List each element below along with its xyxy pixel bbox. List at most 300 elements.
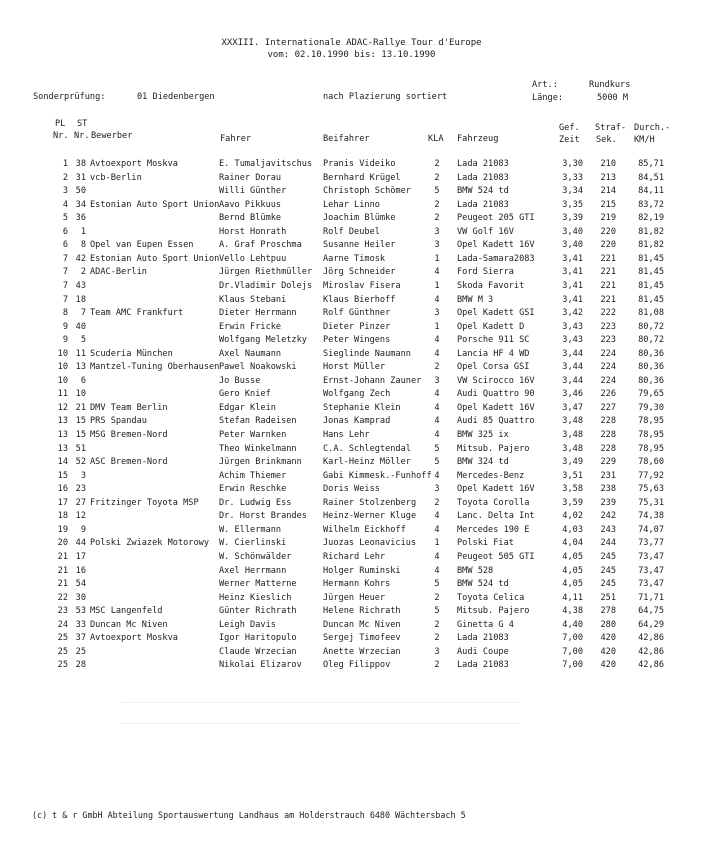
cell-pl: 21 <box>57 565 68 576</box>
cell-zeit: 3,49 <box>562 457 583 468</box>
cell-kla: 5 <box>434 186 440 197</box>
cell-fahrzeug: Lada 21083 <box>457 633 509 644</box>
cell-beifahrer: Christoph Schömer <box>323 186 411 197</box>
cell-fahrzeug: Opel Kadett 16V <box>457 240 535 251</box>
cell-fahrer: W. Schönwälder <box>219 551 292 562</box>
cell-fahrzeug: Toyota Corolla <box>457 497 530 508</box>
cell-kmh: 78,95 <box>638 416 664 427</box>
table-row <box>0 212 703 225</box>
cell-st: 25 <box>75 646 86 657</box>
cell-fahrzeug: VW Golf 16V <box>457 226 514 237</box>
cell-fahrer: Gero Knief <box>219 389 271 400</box>
cell-straf: 229 <box>600 457 616 468</box>
cell-st: 34 <box>75 199 86 210</box>
laenge-label: Länge: <box>532 93 564 103</box>
cell-st: 15 <box>75 430 86 440</box>
cell-straf: 221 <box>600 294 616 305</box>
cell-bewerber: Fritzinger Toyota MSP <box>90 497 199 508</box>
cell-fahrzeug: Peugeot 205 GTI <box>457 213 535 224</box>
cell-zeit: 3,44 <box>562 362 583 373</box>
cell-pl: 15 <box>57 470 68 481</box>
cell-st: 28 <box>75 660 86 671</box>
cell-kmh: 80,36 <box>638 362 664 373</box>
cell-pl: 12 <box>57 402 68 413</box>
cell-beifahrer: Horst Müller <box>323 362 386 373</box>
cell-fahrer: Achim Thiemer <box>219 470 287 481</box>
cell-straf: 219 <box>600 213 616 224</box>
table-row <box>0 375 703 388</box>
cell-zeit: 4,05 <box>562 565 583 576</box>
cell-straf: 243 <box>600 524 616 535</box>
cell-pl: 14 <box>57 457 68 468</box>
cell-kla: 5 <box>434 457 440 468</box>
cell-kmh: 74,07 <box>638 524 664 535</box>
table-row <box>0 497 703 510</box>
cell-straf: 214 <box>600 186 616 197</box>
cell-straf: 238 <box>600 484 616 495</box>
cell-st: 50 <box>75 186 86 197</box>
cell-beifahrer: Aarne Timosk <box>323 253 386 264</box>
cell-kmh: 77,92 <box>638 470 664 481</box>
table-row <box>0 592 703 605</box>
cell-fahrzeug: Peugeot 505 GTI <box>457 551 535 562</box>
cell-beifahrer: Sergej Timofeev <box>323 633 401 644</box>
cell-kla: 4 <box>434 416 440 427</box>
table-row <box>0 415 703 428</box>
cell-zeit: 7,00 <box>562 633 583 644</box>
cell-kla: 4 <box>434 402 440 413</box>
cell-pl: 25 <box>57 646 68 657</box>
cell-pl: 7 <box>62 253 68 264</box>
cell-fahrzeug: Mercedes-Benz <box>457 470 525 481</box>
table-row <box>0 565 703 578</box>
col-st-top: ST <box>77 119 88 129</box>
cell-straf: 251 <box>600 592 616 603</box>
table-row <box>0 239 703 252</box>
cell-zeit: 3,41 <box>562 294 583 305</box>
cell-st: 17 <box>75 551 86 562</box>
cell-kmh: 80,36 <box>638 375 664 386</box>
table-row <box>0 253 703 266</box>
cell-kmh: 81,82 <box>638 226 664 237</box>
cell-kmh: 42,86 <box>638 646 664 657</box>
cell-pl: 25 <box>57 660 68 671</box>
cell-kmh: 81,08 <box>638 308 664 319</box>
cell-zeit: 4,40 <box>562 619 583 630</box>
cell-fahrzeug: Opel Kadett 16V <box>457 402 535 413</box>
cell-kmh: 78,95 <box>638 443 664 454</box>
cell-kmh: 81,82 <box>638 240 664 251</box>
cell-zeit: 3,48 <box>562 416 583 427</box>
cell-kla: 4 <box>434 511 440 522</box>
cell-fahrer: Axel Herrmann <box>219 565 287 576</box>
col-straf-top: Straf- <box>595 123 627 133</box>
cell-pl: 23 <box>57 606 68 617</box>
cell-straf: 242 <box>600 511 616 522</box>
cell-fahrer: Igor Haritopulo <box>219 633 297 644</box>
cell-st: 8 <box>80 240 86 251</box>
cell-st: 31 <box>75 172 86 183</box>
cell-pl: 13 <box>57 430 68 440</box>
table-row <box>0 294 703 307</box>
cell-st: 42 <box>75 253 86 264</box>
col-zeit-bottom: Zeit <box>559 135 580 145</box>
cell-beifahrer: Dieter Pinzer <box>323 321 391 332</box>
cell-fahrer: Leigh Davis <box>219 619 276 630</box>
cell-straf: 226 <box>600 389 616 400</box>
cell-kla: 4 <box>434 267 440 278</box>
cell-beifahrer: Hans Lehr <box>323 430 370 440</box>
cell-straf: 245 <box>600 565 616 576</box>
bleed-through-mark <box>120 702 520 724</box>
cell-st: 15 <box>75 416 86 427</box>
cell-straf: 213 <box>600 172 616 183</box>
cell-fahrzeug: Mitsub. Pajero <box>457 606 530 617</box>
cell-fahrer: Erwin Fricke <box>219 321 282 332</box>
cell-zeit: 3,41 <box>562 253 583 264</box>
cell-beifahrer: Peter Wingens <box>323 335 391 346</box>
table-row <box>0 348 703 361</box>
cell-fahrzeug: Lada 21083 <box>457 172 509 183</box>
cell-st: 37 <box>75 633 86 644</box>
cell-fahrer: Jo Busse <box>219 375 261 386</box>
cell-pl: 7 <box>62 280 68 291</box>
cell-straf: 210 <box>600 159 616 169</box>
cell-beifahrer: Richard Lehr <box>323 551 386 562</box>
cell-pl: 10 <box>57 362 68 373</box>
cell-kla: 2 <box>434 497 440 508</box>
cell-st: 13 <box>75 362 86 373</box>
cell-kla: 2 <box>434 592 440 603</box>
cell-st: 12 <box>75 511 86 522</box>
cell-straf: 280 <box>600 619 616 630</box>
cell-pl: 7 <box>62 294 68 305</box>
table-row <box>0 470 703 483</box>
cell-kla: 3 <box>434 226 440 237</box>
cell-st: 10 <box>75 389 86 400</box>
col-pl-top: PL <box>55 119 66 129</box>
cell-bewerber: Avtoexport Moskva <box>90 633 178 644</box>
cell-fahrer: Willi Günther <box>219 186 287 197</box>
laenge-value: 5000 M <box>597 93 629 103</box>
cell-beifahrer: Rainer Stolzenberg <box>323 497 417 508</box>
cell-zeit: 3,42 <box>562 308 583 319</box>
cell-kla: 2 <box>434 213 440 224</box>
cell-st: 51 <box>75 443 86 454</box>
col-beifahrer: Beifahrer <box>323 134 370 144</box>
cell-fahrzeug: BMW 524 td <box>457 186 509 197</box>
cell-fahrer: Jürgen Riethmüller <box>219 267 313 278</box>
table-row <box>0 483 703 496</box>
cell-kmh: 78,60 <box>638 457 664 468</box>
cell-st: 21 <box>75 402 86 413</box>
cell-beifahrer: Pranis Videiko <box>323 159 396 169</box>
cell-beifahrer: Rolf Deubel <box>323 226 380 237</box>
cell-straf: 245 <box>600 551 616 562</box>
cell-st: 1 <box>80 226 86 237</box>
cell-st: 54 <box>75 579 86 590</box>
cell-fahrer: Vello Lehtpuu <box>219 253 287 264</box>
table-row <box>0 199 703 212</box>
cell-kla: 4 <box>434 335 440 346</box>
cell-fahrzeug: Lada 21083 <box>457 660 509 671</box>
cell-beifahrer: Sieglinde Naumann <box>323 348 411 359</box>
cell-kmh: 83,72 <box>638 199 664 210</box>
cell-zeit: 3,46 <box>562 389 583 400</box>
sonderpruefung-label: Sonderprüfung: <box>33 92 106 102</box>
table-row <box>0 524 703 537</box>
cell-st: 36 <box>75 213 86 224</box>
cell-straf: 222 <box>600 308 616 319</box>
col-straf-bottom: Sek. <box>596 135 617 145</box>
cell-straf: 215 <box>600 199 616 210</box>
cell-fahrer: Dr.Vladimir Dolejs <box>219 280 313 291</box>
cell-fahrer: W. Ellermann <box>219 524 282 535</box>
cell-zeit: 3,34 <box>562 186 583 197</box>
cell-st: 6 <box>80 375 86 386</box>
cell-straf: 220 <box>600 240 616 251</box>
cell-kla: 3 <box>434 375 440 386</box>
cell-kmh: 75,63 <box>638 484 664 495</box>
date-range: vom: 02.10.1990 bis: 13.10.1990 <box>267 50 436 60</box>
cell-bewerber: MSG Bremen-Nord <box>90 430 168 440</box>
cell-kmh: 42,86 <box>638 633 664 644</box>
cell-beifahrer: Miroslav Fisera <box>323 280 401 291</box>
cell-kmh: 81,45 <box>638 267 664 278</box>
cell-kmh: 71,71 <box>638 592 664 603</box>
cell-pl: 10 <box>57 375 68 386</box>
cell-kla: 2 <box>434 633 440 644</box>
cell-st: 30 <box>75 592 86 603</box>
cell-kla: 1 <box>434 538 440 549</box>
cell-fahrzeug: Toyota Celica <box>457 592 525 603</box>
cell-fahrzeug: BMW 325 ix <box>457 430 509 440</box>
cell-st: 7 <box>80 308 86 319</box>
cell-kla: 1 <box>434 253 440 264</box>
cell-fahrzeug: BMW 528 <box>457 565 494 576</box>
cell-kmh: 73,47 <box>638 551 664 562</box>
table-row <box>0 334 703 347</box>
cell-beifahrer: Klaus Bierhoff <box>323 294 396 305</box>
table-row <box>0 429 703 442</box>
cell-st: 16 <box>75 565 86 576</box>
col-durch-bottom: KM/H <box>634 135 655 145</box>
table-row <box>0 605 703 618</box>
table-row <box>0 619 703 632</box>
table-row <box>0 361 703 374</box>
cell-pl: 11 <box>57 389 68 400</box>
cell-kla: 2 <box>434 362 440 373</box>
cell-st: 11 <box>75 348 86 359</box>
cell-beifahrer: Doris Weiss <box>323 484 380 495</box>
cell-kla: 2 <box>434 619 440 630</box>
cell-kla: 2 <box>434 660 440 671</box>
cell-fahrer: Nikolai Elizarov <box>219 660 302 671</box>
cell-kla: 4 <box>434 470 440 481</box>
cell-kmh: 75,31 <box>638 497 664 508</box>
table-row <box>0 578 703 591</box>
cell-fahrer: Stefan Radeisen <box>219 416 297 427</box>
table-row <box>0 172 703 185</box>
cell-zeit: 7,00 <box>562 660 583 671</box>
cell-st: 53 <box>75 606 86 617</box>
cell-pl: 1 <box>62 159 68 169</box>
cell-fahrer: Pawel Noakowski <box>219 362 297 373</box>
cell-straf: 228 <box>600 443 616 454</box>
col-bewerber: Bewerber <box>91 131 133 141</box>
cell-bewerber: Opel van Eupen Essen <box>90 240 194 251</box>
cell-kla: 4 <box>434 524 440 535</box>
cell-fahrer: Theo Winkelmann <box>219 443 297 454</box>
cell-st: 2 <box>80 267 86 278</box>
cell-fahrer: Horst Honrath <box>219 226 287 237</box>
cell-fahrzeug: Opel Kadett 16V <box>457 484 535 495</box>
cell-fahrer: Edgar Klein <box>219 402 276 413</box>
cell-st: 52 <box>75 457 86 468</box>
table-row <box>0 659 703 672</box>
cell-st: 3 <box>80 470 86 481</box>
cell-pl: 3 <box>62 186 68 197</box>
cell-kla: 4 <box>434 430 440 440</box>
cell-pl: 25 <box>57 633 68 644</box>
cell-straf: 420 <box>600 660 616 671</box>
table-row <box>0 510 703 523</box>
cell-bewerber: Avtoexport Moskva <box>90 159 178 169</box>
cell-st: 27 <box>75 497 86 508</box>
cell-beifahrer: Anette Wrzecian <box>323 646 401 657</box>
cell-fahrzeug: Ginetta G 4 <box>457 619 514 630</box>
cell-pl: 9 <box>62 321 68 332</box>
cell-kla: 4 <box>434 551 440 562</box>
cell-beifahrer: Karl-Heinz Möller <box>323 457 411 468</box>
cell-st: 38 <box>75 159 86 169</box>
cell-st: 44 <box>75 538 86 549</box>
cell-beifahrer: Jonas Kamprad <box>323 416 391 427</box>
cell-zeit: 3,35 <box>562 199 583 210</box>
cell-zeit: 3,58 <box>562 484 583 495</box>
cell-bewerber: Polski Zwiazek Motorowy <box>90 538 209 549</box>
table-row <box>0 443 703 456</box>
col-durch-top: Durch.- <box>634 123 671 133</box>
cell-straf: 224 <box>600 362 616 373</box>
cell-kla: 4 <box>434 348 440 359</box>
table-row <box>0 280 703 293</box>
cell-straf: 420 <box>600 633 616 644</box>
cell-kmh: 81,45 <box>638 253 664 264</box>
cell-kmh: 84,51 <box>638 172 664 183</box>
cell-kmh: 73,47 <box>638 579 664 590</box>
cell-kmh: 80,36 <box>638 348 664 359</box>
cell-pl: 13 <box>57 443 68 454</box>
cell-fahrzeug: Skoda Favorit <box>457 280 525 291</box>
cell-beifahrer: Hermann Kohrs <box>323 579 391 590</box>
cell-straf: 239 <box>600 497 616 508</box>
cell-kla: 5 <box>434 606 440 617</box>
cell-bewerber: Scuderia München <box>90 348 173 359</box>
cell-bewerber: ASC Bremen-Nord <box>90 457 168 468</box>
cell-st: 5 <box>80 335 86 346</box>
cell-fahrer: Günter Richrath <box>219 606 297 617</box>
cell-fahrzeug: Audi 85 Quattro <box>457 416 535 427</box>
cell-fahrzeug: Lada 21083 <box>457 199 509 210</box>
cell-zeit: 3,39 <box>562 213 583 224</box>
cell-fahrzeug: Porsche 911 SC <box>457 335 530 346</box>
cell-bewerber: PRS Spandau <box>90 416 147 427</box>
cell-kmh: 73,77 <box>638 538 664 549</box>
cell-fahrzeug: VW Scirocco 16V <box>457 375 535 386</box>
cell-zeit: 3,40 <box>562 226 583 237</box>
cell-fahrzeug: Lanc. Delta Int <box>457 511 535 522</box>
cell-fahrzeug: Mercedes 190 E <box>457 524 530 535</box>
cell-zeit: 7,00 <box>562 646 583 657</box>
cell-bewerber: Estonian Auto Sport Union <box>90 199 220 210</box>
cell-fahrer: Dieter Herrmann <box>219 308 297 319</box>
table-row <box>0 646 703 659</box>
cell-beifahrer: Duncan Mc Niven <box>323 619 401 630</box>
cell-straf: 224 <box>600 375 616 386</box>
cell-fahrzeug: Audi Coupe <box>457 646 509 657</box>
cell-beifahrer: Heinz-Werner Kluge <box>323 511 417 522</box>
cell-zeit: 3,47 <box>562 402 583 413</box>
cell-zeit: 3,40 <box>562 240 583 251</box>
cell-straf: 278 <box>600 606 616 617</box>
cell-zeit: 3,41 <box>562 267 583 278</box>
cell-straf: 228 <box>600 430 616 440</box>
cell-fahrer: Bernd Blümke <box>219 213 282 224</box>
cell-kmh: 81,45 <box>638 280 664 291</box>
cell-kla: 1 <box>434 321 440 332</box>
cell-pl: 21 <box>57 579 68 590</box>
cell-kmh: 64,75 <box>638 606 664 617</box>
cell-fahrzeug: Polski Fiat <box>457 538 514 549</box>
cell-beifahrer: Joachim Blümke <box>323 213 396 224</box>
cell-fahrer: Axel Naumann <box>219 348 282 359</box>
cell-fahrer: Heinz Kieslich <box>219 592 292 603</box>
table-row <box>0 321 703 334</box>
cell-zeit: 3,43 <box>562 335 583 346</box>
cell-kla: 2 <box>434 199 440 210</box>
cell-bewerber: vcb-Berlin <box>90 172 142 183</box>
cell-straf: 231 <box>600 470 616 481</box>
cell-fahrzeug: Audi Quattro 90 <box>457 389 535 400</box>
cell-pl: 20 <box>57 538 68 549</box>
cell-pl: 10 <box>57 348 68 359</box>
cell-kla: 1 <box>434 280 440 291</box>
cell-fahrer: Claude Wrzecian <box>219 646 297 657</box>
cell-fahrer: Erwin Reschke <box>219 484 287 495</box>
table-row <box>0 185 703 198</box>
cell-kla: 4 <box>434 389 440 400</box>
footer-address: (c) t & r GmbH Abteilung Sportauswertung Landhaus am Holderstrauch 6480 Wächtersbach 5 <box>32 810 466 820</box>
cell-fahrzeug: BMW M 3 <box>457 294 494 305</box>
cell-kmh: 85,71 <box>638 159 664 169</box>
cell-kmh: 81,45 <box>638 294 664 305</box>
cell-straf: 245 <box>600 579 616 590</box>
cell-kla: 3 <box>434 308 440 319</box>
cell-fahrer: Klaus Stebani <box>219 294 287 305</box>
cell-fahrer: Wolfgang Meletzky <box>219 335 307 346</box>
sort-note: nach Plazierung sortiert <box>323 92 448 102</box>
cell-zeit: 4,03 <box>562 524 583 535</box>
cell-fahrer: A. Graf Proschma <box>219 240 302 251</box>
cell-fahrzeug: BMW 324 td <box>457 457 509 468</box>
cell-zeit: 3,30 <box>562 159 583 169</box>
cell-straf: 420 <box>600 646 616 657</box>
col-pl-bottom: Nr. <box>53 131 69 141</box>
cell-kla: 4 <box>434 565 440 576</box>
cell-beifahrer: Juozas Leonavicius <box>323 538 417 549</box>
cell-fahrzeug: Opel Kadett D <box>457 321 525 332</box>
